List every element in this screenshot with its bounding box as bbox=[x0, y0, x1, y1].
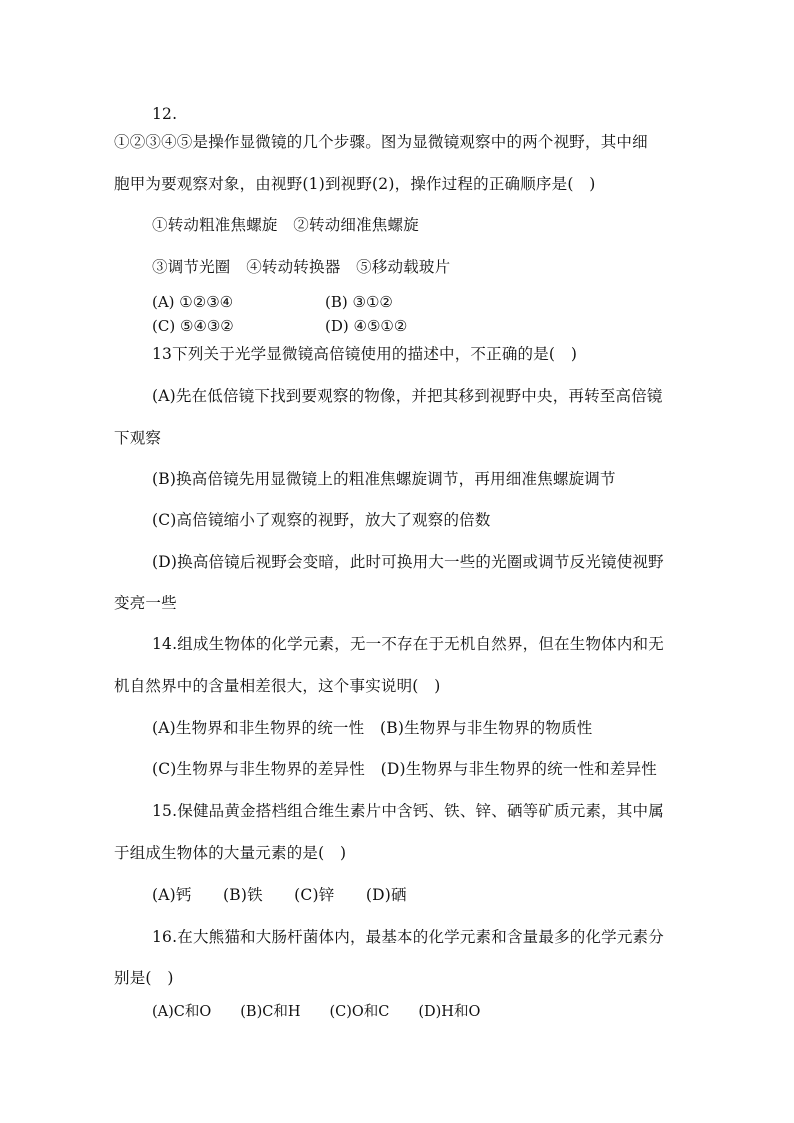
q15-stem-line-2: 于组成生物体的大量元素的是( ) bbox=[114, 844, 347, 862]
q12-option-b: (B) ③①② bbox=[325, 293, 393, 311]
q13-option-d-line-1: (D)换高倍镜后视野会变暗，此时可换用大一些的光圈或调节反光镜使视野 bbox=[152, 553, 664, 571]
q13-option-b: (B)换高倍镜先用显微镜上的粗准焦螺旋调节，再用细准焦螺旋调节 bbox=[152, 470, 616, 488]
q12-option-c: (C) ⑤④③② bbox=[152, 317, 234, 335]
q16-stem-line-1: 16.在大熊猫和大肠杆菌体内，最基本的化学元素和含量最多的化学元素分 bbox=[152, 928, 664, 946]
q14-options-line-2: (C)生物界与非生物界的差异性 (D)生物界与非生物界的统一性和差异性 bbox=[152, 760, 657, 778]
q12-stem-line-1: ①②③④⑤是操作显微镜的几个步骤。图为显微镜观察中的两个视野，其中细 bbox=[114, 133, 648, 151]
q13-option-a-line-1: (A)先在低倍镜下找到要观察的物像，并把其移到视野中央，再转至高倍镜 bbox=[152, 387, 663, 405]
q13-stem: 13下列关于光学显微镜高倍镜使用的描述中，不正确的是( ) bbox=[152, 345, 578, 363]
q14-stem-line-2: 机自然界中的含量相差很大，这个事实说明( ) bbox=[114, 677, 441, 695]
q14-stem-line-1: 14.组成生物体的化学元素，无一不存在于无机自然界，但在生物体内和无 bbox=[152, 635, 664, 653]
q14-options-line-1: (A)生物界和非生物界的统一性 (B)生物界与非生物界的物质性 bbox=[152, 719, 593, 737]
q12-number: 12. bbox=[152, 105, 178, 123]
q12-stem-line-2: 胞甲为要观察对象，由视野(1)到视野(2)，操作过程的正确顺序是( ) bbox=[114, 175, 596, 193]
q12-option-d: (D) ④⑤①② bbox=[325, 317, 408, 335]
q16-options: (A)C和O (B)C和H (C)O和C (D)H和O bbox=[152, 1004, 481, 1020]
q15-stem-line-1: 15.保健品黄金搭档组合维生素片中含钙、铁、锌、硒等矿质元素，其中属 bbox=[152, 802, 664, 820]
q12-option-a: (A) ①②③④ bbox=[152, 293, 234, 311]
q13-option-c: (C)高倍镜缩小了观察的视野，放大了观察的倍数 bbox=[152, 511, 491, 529]
q12-steps-line-2: ③调节光圈 ④转动转换器 ⑤移动载玻片 bbox=[152, 258, 451, 276]
q16-stem-line-2: 别是( ) bbox=[114, 969, 174, 987]
q15-options: (A)钙 (B)铁 (C)锌 (D)硒 bbox=[152, 886, 407, 904]
q12-steps-line-1: ①转动粗准焦螺旋 ②转动细准焦螺旋 bbox=[152, 216, 419, 234]
q13-option-a-line-2: 下观察 bbox=[114, 429, 162, 447]
q13-option-d-line-2: 变亮一些 bbox=[114, 594, 177, 612]
